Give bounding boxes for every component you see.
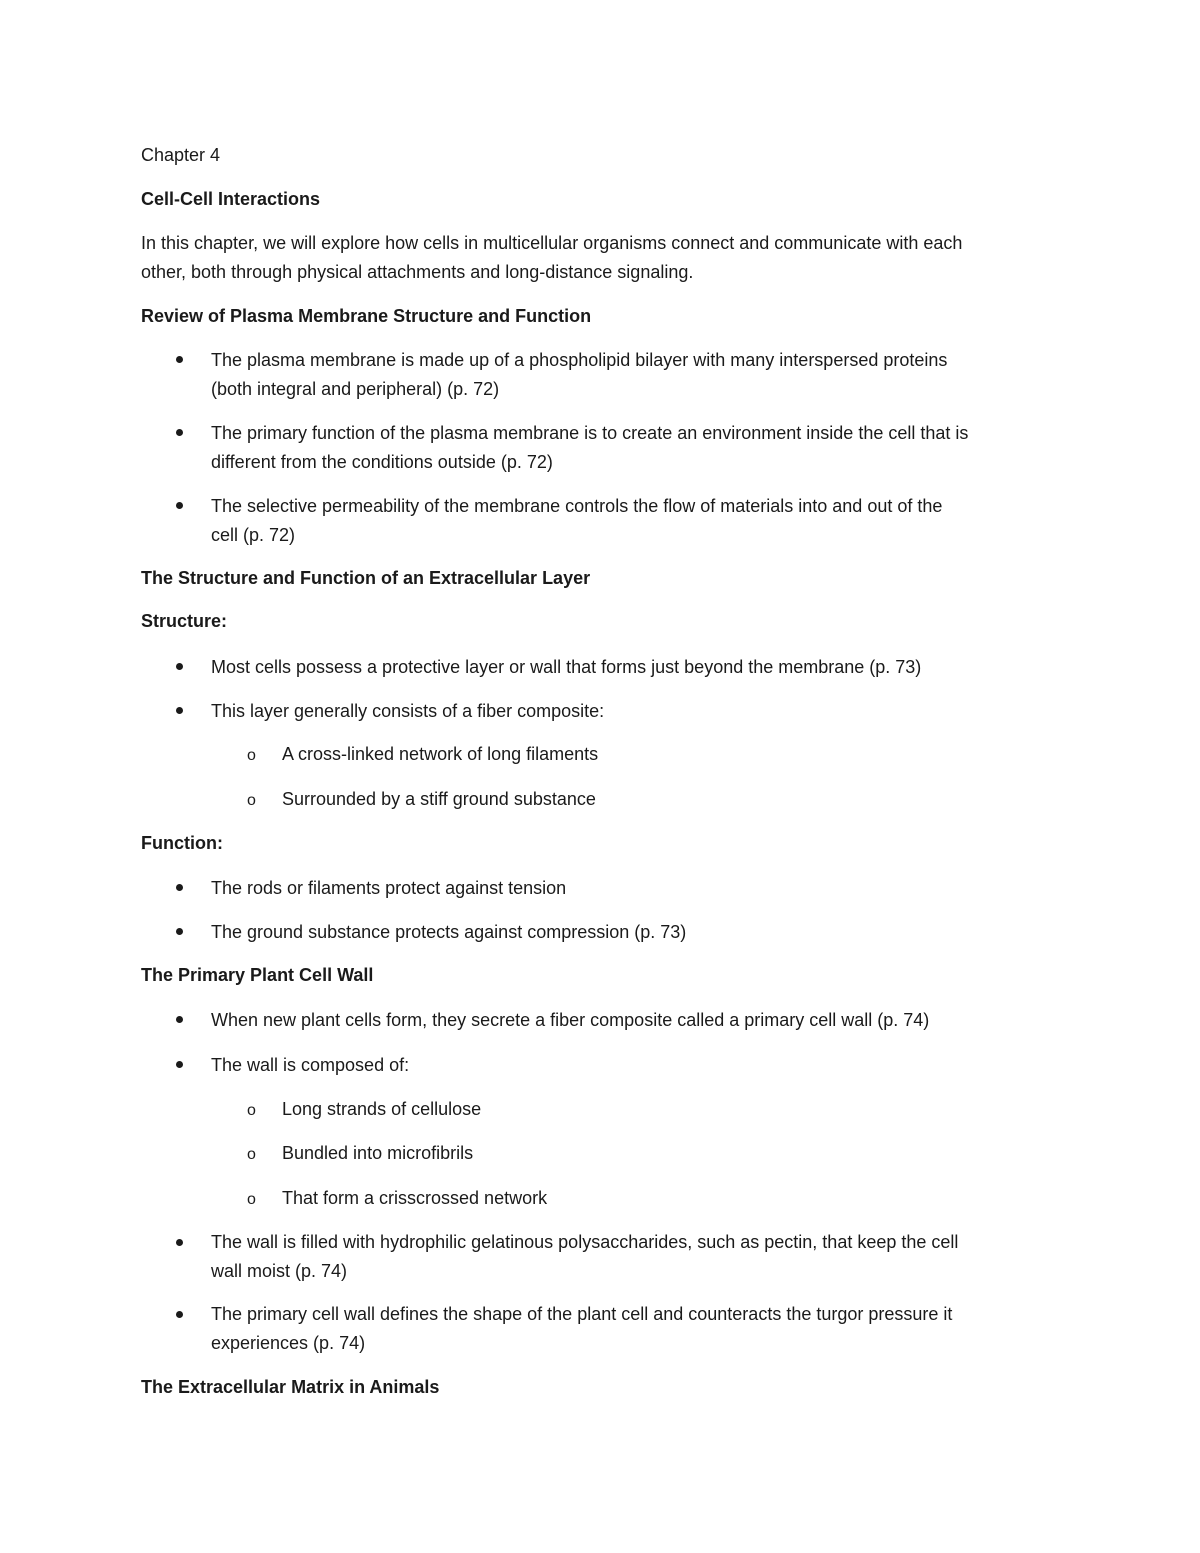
list-item: The rods or filaments protect against tension [211, 878, 567, 898]
section-heading-plant-wall: The Primary Plant Cell Wall [141, 965, 374, 985]
bullet-icon [176, 1016, 183, 1023]
list-item-line: The primary cell wall defines the shape of the plant cell and counteracts the turgor pressure it [211, 1304, 953, 1324]
sub-bullet-icon: o [247, 747, 256, 764]
sub-list-item: Bundled into microfibrils [282, 1143, 474, 1163]
chapter-title: Cell-Cell Interactions [141, 189, 321, 209]
list-item [211, 1228, 958, 1286]
intro-paragraph [141, 229, 962, 287]
list-item-line: experiences (p. 74) [211, 1333, 366, 1353]
list-item: This layer generally consists of a fiber composite: [211, 701, 605, 721]
list-item-line: The primary function of the plasma membrane is to create an environment inside the cell that is [211, 423, 969, 443]
bullet-icon [176, 1061, 183, 1068]
list-item: The wall is composed of: [211, 1055, 410, 1075]
bullet-icon [176, 356, 183, 363]
list-item: The ground substance protects against compression (p. 73) [211, 922, 687, 942]
list-item-line: The wall is filled with hydrophilic gelatinous polysaccharides, such as pectin, that keep the cell [211, 1232, 959, 1252]
list-item [211, 492, 942, 550]
list-item [211, 419, 968, 477]
list-item: Most cells possess a protective layer or wall that forms just beyond the membrane (p. 73) [211, 657, 922, 677]
intro-line: other, both through physical attachments and long-distance signaling. [141, 262, 694, 282]
sub-list-item: Surrounded by a stiff ground substance [282, 789, 596, 809]
section-heading-review: Review of Plasma Membrane Structure and Function [141, 306, 592, 326]
section-heading-animals: The Extracellular Matrix in Animals [141, 1377, 440, 1397]
sub-bullet-icon: o [247, 1146, 256, 1163]
list-item-line: different from the conditions outside (p. 72) [211, 452, 553, 472]
bullet-icon [176, 1239, 183, 1246]
list-item-line: (both integral and peripheral) (p. 72) [211, 379, 500, 399]
list-item [211, 1300, 952, 1358]
list-item-line: The plasma membrane is made up of a phospholipid bilayer with many interspersed proteins [211, 350, 948, 370]
bullet-icon [176, 429, 183, 436]
section-heading-extracellular: The Structure and Function of an Extracellular Layer [141, 568, 591, 588]
bullet-icon [176, 1311, 183, 1318]
list-item-line: cell (p. 72) [211, 525, 296, 545]
bullet-icon [176, 884, 183, 891]
sub-bullet-icon: o [247, 792, 256, 809]
list-item: When new plant cells form, they secrete a fiber composite called a primary cell wall (p. 74) [211, 1010, 930, 1030]
function-label: Function: [141, 833, 223, 853]
bullet-icon [176, 707, 183, 714]
chapter-label: Chapter 4 [141, 145, 221, 165]
bullet-icon [176, 663, 183, 670]
sub-bullet-icon: o [247, 1102, 256, 1119]
structure-label: Structure: [141, 611, 228, 631]
list-item-line: wall moist (p. 74) [211, 1261, 348, 1281]
sub-list-item: A cross-linked network of long filaments [282, 744, 599, 764]
list-item [211, 346, 947, 404]
sub-list-item: Long strands of cellulose [282, 1099, 482, 1119]
bullet-icon [176, 928, 183, 935]
sub-bullet-icon: o [247, 1191, 256, 1208]
list-item-line: The selective permeability of the membrane controls the flow of materials into and out of the [211, 496, 943, 516]
intro-line: In this chapter, we will explore how cells in multicellular organisms connect and communicate with each [141, 233, 963, 253]
bullet-icon [176, 502, 183, 509]
sub-list-item: That form a crisscrossed network [282, 1188, 548, 1208]
